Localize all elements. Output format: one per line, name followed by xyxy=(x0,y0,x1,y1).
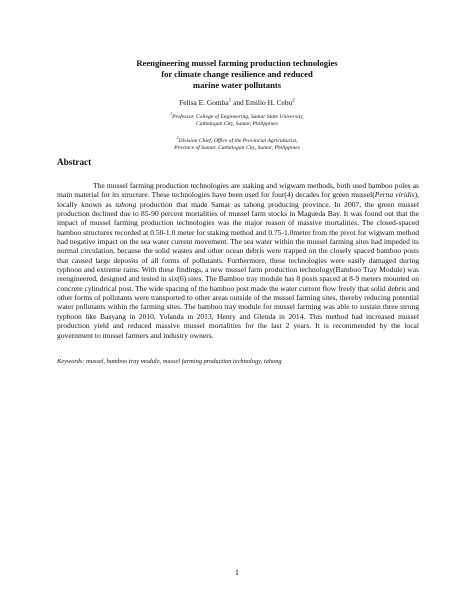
keywords: Keywords: mussel, bamboo tray module, mussel farming production technology, tahong xyxy=(57,358,282,365)
abstract-heading: Abstract xyxy=(57,157,92,167)
paper-title xyxy=(60,58,414,92)
abstract-text: The mussel farming production technologies are staking and wigwam methods, both used bamboo poles as main material for its structure. These technologies have been used for four(4) decades for green mussel( xyxy=(57,181,419,200)
abstract-paragraph xyxy=(57,181,419,340)
page-number: 1 xyxy=(235,568,239,577)
affiliation-text: Division Chief, Office of the Provincial Agriculturist, xyxy=(178,138,298,144)
affiliation-text: Professor, College of Engineering, Samar State University, xyxy=(172,114,304,120)
affiliation xyxy=(100,138,374,152)
affiliation-mark: 1 xyxy=(170,112,173,117)
author-affiliation-mark: 2 xyxy=(292,97,295,104)
abstract-text: ), locally known as xyxy=(57,190,420,209)
author-line xyxy=(60,98,414,107)
author-connector: and xyxy=(231,98,246,107)
title-line: for climate change resilience and reduced xyxy=(161,69,313,80)
affiliation-line: Catbalogan City, Samar, Philippines xyxy=(196,121,278,128)
title-line: marine water pollutants xyxy=(192,80,282,91)
affiliation-line: Province of Samar, Catbalogan City, Samar, Philippines xyxy=(174,145,300,152)
author-name: Emilio H. Cebu xyxy=(245,98,293,107)
affiliation-mark: 2 xyxy=(176,136,179,141)
species-name: Perna viridis xyxy=(374,190,415,200)
affiliation-line xyxy=(100,114,374,121)
abstract-text: production that made Samar as tahong producing province. In 2007, the green mussel production declined due to 85-90 percent mortalities of mussel farm stocks in Magueda Bay. It was found out that the impact of mussel farming production technologies was the major reason of massive mortalities. The closed-spaced bamboo structures recorded at 0.50-1.0 meter for staking method and 0.75-1.0meter from the pivot for wigwam method had negative impact on the sea water current movement. The sea water within the mussel farming sites had impeded its normal circulation, because the solid wastes and other ocean debris were trapped on the closely spaced bamboo posts that caused large deposits of all forms of pollutants. Furthermore, these technologies were easily damaged during typhoon and extreme rains. With these findings, a new mussel farm production technology(Bamboo Tray Module) was reengineered, designed and tested in six(6) sites. The Bamboo tray module has 8 posts spaced at 8-9 meters mounted on concrete cylindrical post. The wide spacing of the bamboo post made the water current flow freely that solid debris and other forms of pollutants were transported to other areas outside of the mussel farming sites, thereby reducing potential water pollutants within the farming sites. The bamboo tray module for mussel farming was able to sustain three strong typhoon like Basyang in 2010, Yolanda in 2013, Henry and Glenda in 2014. This method had increased mussel production yield and reduced massive mussel mortalities for the last 2 years. It is recommended by the local government to mussel farmers and industry owners. xyxy=(57,199,419,340)
local-name: tahong xyxy=(115,199,137,209)
title-line: Reengineering mussel farming production technologies xyxy=(136,58,338,68)
author-affiliation-mark: 1 xyxy=(228,97,232,104)
affiliation xyxy=(100,114,374,128)
author-name: Felisa E. Gomba xyxy=(179,98,229,107)
